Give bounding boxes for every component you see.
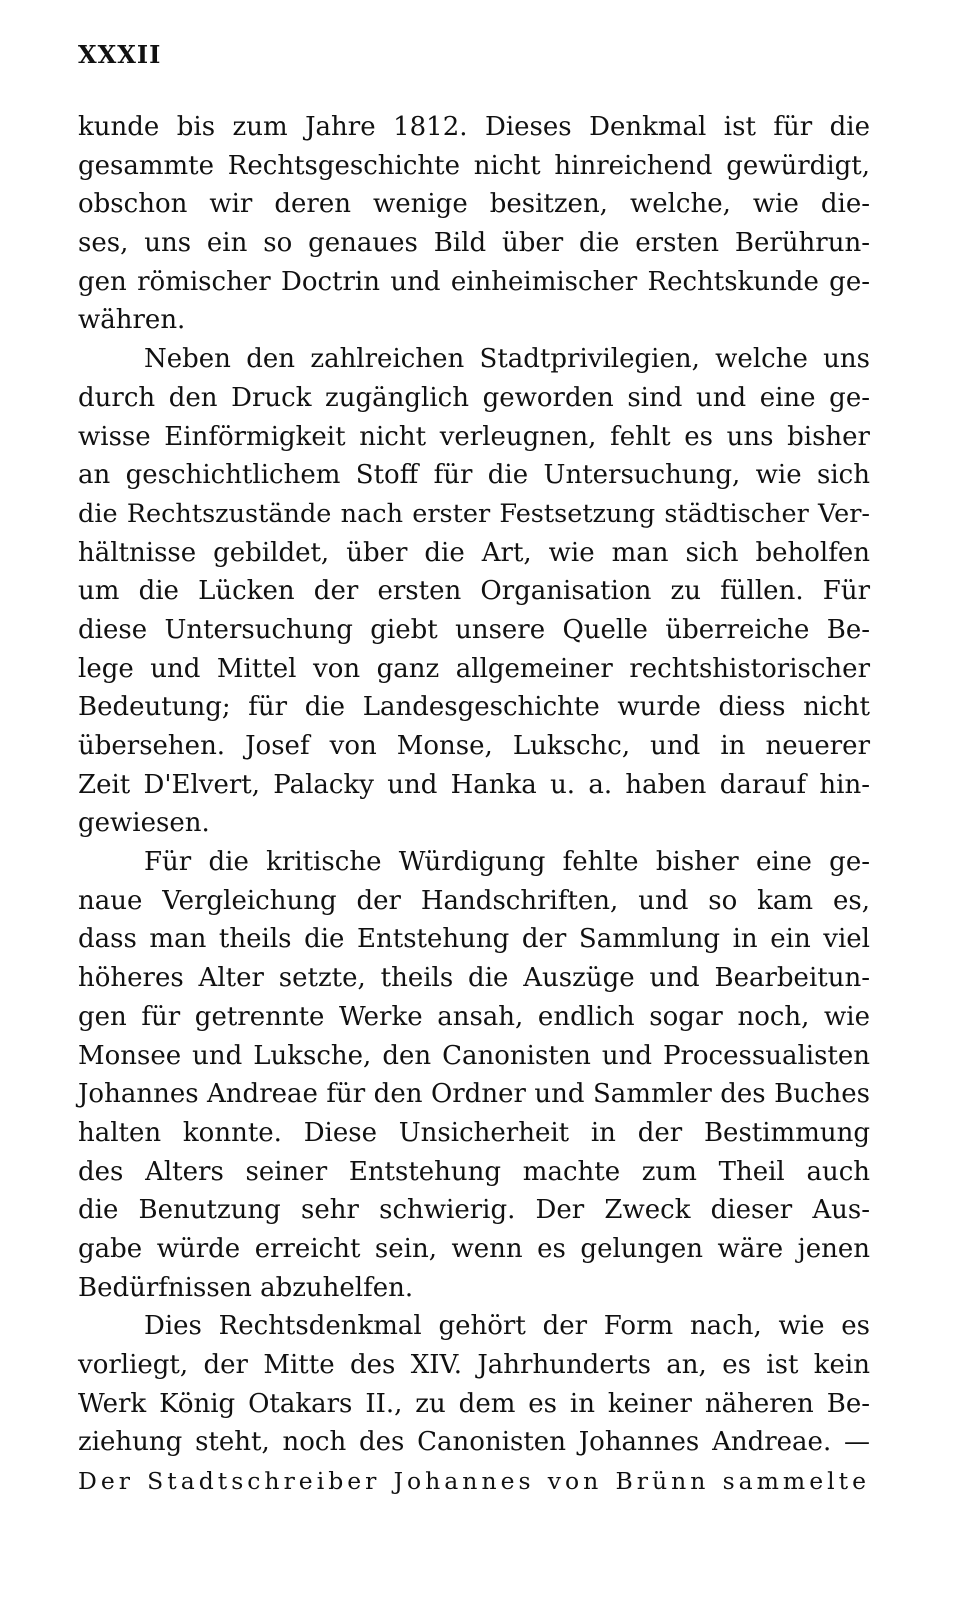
page-number: XXXII <box>78 40 162 69</box>
text-line: dass man theils die Entstehung der Sammlung in ein viel <box>78 924 870 955</box>
text-line: Werk König Otakars II., zu dem es in keiner näheren Be- <box>78 1388 870 1419</box>
text-line: durch den Druck zugänglich geworden sind und eine ge- <box>78 382 870 413</box>
text-line: an geschichtlichem Stoff für die Untersuchung, wie sich <box>78 460 870 491</box>
text-line: Dies Rechtsdenkmal gehört der Form nach, wie es <box>144 1311 870 1342</box>
text-line: naue Vergleichung der Handschriften, und so kam es, <box>78 885 870 916</box>
text-line: ziehung steht, noch des Canonisten Johannes Andreae. — <box>78 1427 870 1458</box>
text-line: Johannes Andreae für den Ordner und Sammler des Buches <box>78 1079 870 1110</box>
text-line: höheres Alter setzte, theils die Auszüge und Bearbeitun- <box>78 963 870 994</box>
text-line: vorliegt, der Mitte des XIV. Jahrhunderts an, es ist kein <box>78 1350 870 1380</box>
text-line: gewiesen. <box>78 808 210 839</box>
text-line: gesammte Rechtsgeschichte nicht hinreichend gewürdigt, <box>78 150 870 181</box>
text-line: übersehen. Josef von Monse, Lukschc, und in neuerer <box>78 731 870 761</box>
text-line: gen römischer Doctrin und einheimischer Rechtskunde ge- <box>78 266 870 297</box>
text-line: obschon wir deren wenige besitzen, welche, wie die- <box>78 189 870 220</box>
text-line: Für die kritische Würdigung fehlte bisher eine ge- <box>144 847 870 878</box>
text-line: die Benutzung sehr schwierig. Der Zweck dieser Aus- <box>78 1195 870 1226</box>
text-line: diese Untersuchung giebt unsere Quelle überreiche Be- <box>78 614 870 645</box>
text-line: Bedürfnissen abzuhelfen. <box>78 1272 414 1303</box>
text-line: die Rechtszustände nach erster Festsetzung städtischer Ver- <box>78 498 870 529</box>
text-line: hältnisse gebildet, über die Art, wie man sich beholfen <box>78 537 870 568</box>
text-line: lege und Mittel von ganz allgemeiner rechtshistorischer <box>78 653 870 684</box>
text-line: gen für getrennte Werke ansah, endlich sogar noch, wie <box>78 1001 870 1032</box>
text-line: wisse Einförmigkeit nicht verleugnen, fehlt es uns bisher <box>78 421 870 452</box>
text-line: halten konnte. Diese Unsicherheit in der Bestimmung <box>78 1117 870 1148</box>
text-line: um die Lücken der ersten Organisation zu füllen. Für <box>78 576 870 607</box>
body-text <box>78 108 870 1501</box>
text-line: Der Stadtschreiber Johannes von Brünn sammelte <box>78 1467 870 1496</box>
text-line: Bedeutung; für die Landesgeschichte wurde diess nicht <box>78 692 870 723</box>
text-line: Neben den zahlreichen Stadtprivilegien, welche uns <box>144 344 870 375</box>
text-line: währen. <box>78 305 186 336</box>
text-line: Zeit D'Elvert, Palacky und Hanka u. a. haben darauf hin- <box>78 769 870 800</box>
text-line: kunde bis zum Jahre 1812. Dieses Denkmal ist für die <box>78 112 870 142</box>
text-line: des Alters seiner Entstehung machte zum Theil auch <box>78 1156 870 1187</box>
text-line: gabe würde erreicht sein, wenn es gelungen wäre jenen <box>78 1233 870 1264</box>
text-line: ses, uns ein so genaues Bild über die ersten Berührun- <box>78 228 870 259</box>
text-line: Monsee und Luksche, den Canonisten und Processualisten <box>78 1040 870 1071</box>
